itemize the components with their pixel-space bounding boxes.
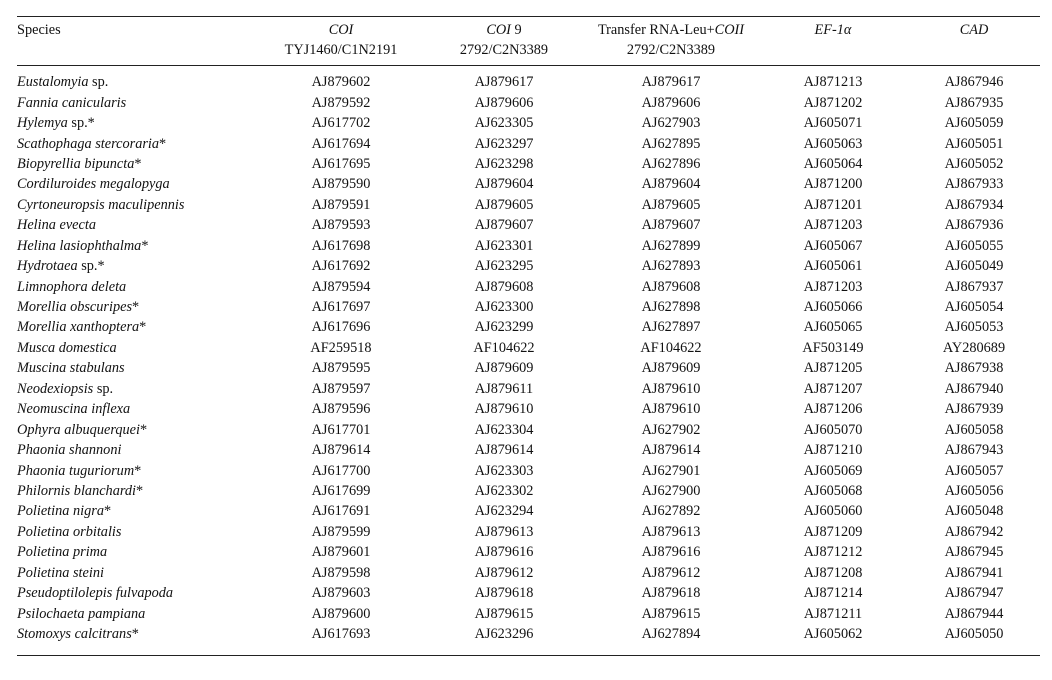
cell-trna-coii: AJ879605 [641,196,701,213]
cell-cad: AY280689 [942,339,1006,356]
cell-coi: AJ617698 [311,237,371,254]
cell-coi: AJ617695 [311,155,371,172]
cell-coi: AJ617699 [311,482,371,499]
cell-trna-coii: AJ627892 [641,503,701,520]
cell-coi: AJ879598 [311,564,371,581]
table-row [17,583,1040,603]
table-row [17,399,1040,419]
header-trna-primer: 2792/C2N3389 [626,42,716,58]
cell-species [17,419,258,439]
cell-coi: AJ617697 [311,299,371,316]
cell-coi: AJ879591 [311,196,371,213]
cell-trna-coii: AJ627898 [641,299,701,316]
cell-cad: AJ867937 [944,278,1004,295]
table-row [17,481,1040,501]
table-row [17,501,1040,521]
cell-coi: AJ879594 [311,278,371,295]
table-row [17,236,1040,256]
cell-cad: AJ867935 [944,94,1004,111]
cell-cad: AJ867943 [944,442,1004,459]
cell-species [17,113,258,133]
species-name: Pseudoptilolepis fulvapoda [17,585,174,602]
cell-coi9: AJ879615 [474,605,534,622]
cell-cad: AJ867942 [944,523,1004,540]
cell-trna-coii: AJ879617 [641,74,701,91]
cell-coi9: AJ879612 [474,564,534,581]
cell-coi9: AJ879609 [474,360,534,377]
cell-trna-coii: AJ879610 [641,380,701,397]
cell-ef1a: AJ605063 [803,135,863,152]
cell-species [17,236,258,256]
table-row [17,419,1040,439]
table-bottom-rule [17,655,1040,656]
cell-trna-coii: AJ627894 [641,626,701,643]
cell-trna-coii: AJ627896 [641,155,701,172]
cell-trna-coii: AJ627902 [641,421,701,438]
cell-coi: AJ879596 [311,401,371,418]
cell-coi: AJ617693 [311,626,371,643]
header-trna-coii [584,20,758,60]
cell-cad: AJ867945 [944,544,1004,561]
species-suffix: sp.* [67,115,95,132]
cell-cad: AJ605058 [944,421,1004,438]
species-name: Hydrotaea [17,258,78,275]
header-coi9-primer: 2792/C2N3389 [459,42,549,58]
cell-trna-coii: AJ627901 [641,462,701,479]
species-name: Hylemya [17,115,68,132]
header-coi9-suffix: 9 [510,22,522,38]
cell-coi9: AJ623298 [474,155,534,172]
table-header-rule [17,65,1040,66]
species-name: Limnophora deleta [17,278,127,295]
cell-trna-coii: AJ627900 [641,482,701,499]
cell-species [17,276,258,296]
cell-species [17,174,258,194]
species-suffix: * [131,626,139,643]
header-species: Species [17,22,61,38]
table-top-rule [17,16,1040,17]
cell-ef1a: AJ605068 [803,482,863,499]
header-row [17,20,1040,60]
species-suffix: sp.* [77,258,105,275]
cell-cad: AJ867941 [944,564,1004,581]
species-name: Helina lasiophthalma [17,237,142,254]
cell-coi9: AJ623296 [474,626,534,643]
header-coi [258,20,424,60]
cell-trna-coii: AJ627903 [641,115,701,132]
table-body [17,72,1040,644]
cell-coi9: AJ879611 [474,380,534,397]
cell-cad: AJ867939 [944,401,1004,418]
table-row [17,72,1040,92]
cell-cad: AJ605059 [944,115,1004,132]
cell-cad: AJ605052 [944,155,1004,172]
table-row [17,338,1040,358]
cell-coi: AJ879603 [311,585,371,602]
cell-coi: AJ617692 [311,258,371,275]
species-suffix: * [141,237,149,254]
cell-species [17,338,258,358]
cell-species [17,522,258,542]
species-suffix: * [103,503,112,520]
cell-species [17,624,258,644]
cell-coi: AJ879593 [311,217,371,234]
cell-coi: AJ879602 [311,74,371,91]
table-row [17,276,1040,296]
cell-species [17,317,258,337]
species-name: Polietina steini [17,564,104,581]
cell-ef1a: AJ871206 [803,401,863,418]
cell-cad: AJ605048 [944,503,1004,520]
cell-coi: AJ879599 [311,523,371,540]
table-row [17,297,1040,317]
cell-coi: AJ617696 [311,319,371,336]
cell-coi9: AJ623300 [474,299,534,316]
cell-ef1a: AF503149 [802,339,864,356]
cell-coi9: AJ879616 [474,544,534,561]
cell-ef1a: AJ871203 [803,217,863,234]
table-row [17,522,1040,542]
cell-coi: AJ617702 [311,115,371,132]
cell-coi9: AJ623305 [474,115,534,132]
cell-ef1a: AJ871201 [803,196,863,213]
species-name: Muscina stabulans [17,360,125,377]
cell-ef1a: AJ871212 [803,544,863,561]
cell-species [17,501,258,521]
cell-coi9: AJ623303 [474,462,534,479]
table-row [17,379,1040,399]
cell-coi9: AJ879607 [474,217,534,234]
cell-ef1a: AJ871213 [803,74,863,91]
species-name: Neodexiopsis [17,380,94,397]
cell-species [17,542,258,562]
table-row [17,358,1040,378]
table-row [17,133,1040,153]
species-suffix: * [134,462,142,479]
cell-coi9: AJ623297 [474,135,534,152]
header-ef1a-gene: EF-1α [814,22,852,38]
table-row [17,440,1040,460]
header-coi-primer: TYJ1460/C1N2191 [284,42,398,58]
table-header [17,20,1040,60]
cell-ef1a: AJ605070 [803,421,863,438]
header-coi9-gene: COI [486,22,511,38]
table-row [17,92,1040,112]
cell-species [17,440,258,460]
species-suffix: * [139,421,148,438]
header-ef1a [758,20,908,60]
cell-cad: AJ867946 [944,74,1004,91]
cell-species [17,481,258,501]
cell-coi: AJ617701 [311,421,371,438]
cell-species [17,195,258,215]
cell-coi9: AJ623295 [474,258,534,275]
cell-trna-coii: AJ879606 [641,94,701,111]
species-name: Neomuscina inflexa [17,401,131,418]
table-row [17,154,1040,174]
cell-trna-coii: AJ627899 [641,237,701,254]
table-row [17,174,1040,194]
species-name: Stomoxys calcitrans [17,626,132,643]
cell-coi9: AJ879604 [474,176,534,193]
species-name: Polietina orbitalis [17,523,122,540]
cell-ef1a: AJ605069 [803,462,863,479]
cell-trna-coii: AJ879607 [641,217,701,234]
cell-coi: AJ879592 [311,94,371,111]
species-name: Cyrtoneuropsis maculipennis [17,196,185,213]
species-name: Musca domestica [17,339,117,356]
cell-coi: AJ879600 [311,605,371,622]
cell-cad: AJ867938 [944,360,1004,377]
cell-coi9: AJ879608 [474,278,534,295]
header-trna-gene: COII [714,22,745,38]
cell-coi9: AJ879614 [474,442,534,459]
cell-coi9: AJ623301 [474,237,534,254]
cell-ef1a: AJ605064 [803,155,863,172]
species-suffix: sp. [88,74,109,91]
cell-cad: AJ867934 [944,196,1004,213]
cell-cad: AJ605055 [944,237,1004,254]
cell-cad: AJ605051 [944,135,1004,152]
species-suffix: * [134,155,142,172]
cell-coi: AJ617694 [311,135,371,152]
species-suffix: * [132,299,140,316]
cell-ef1a: AJ871205 [803,360,863,377]
cell-coi9: AJ879606 [474,94,534,111]
species-name: Philornis blanchardi [17,482,137,499]
species-suffix: * [136,482,144,499]
table-row [17,624,1040,644]
cell-trna-coii: AJ879610 [641,401,701,418]
species-name: Eustalomyia [17,74,89,91]
cell-species [17,215,258,235]
table-row [17,113,1040,133]
table-row [17,542,1040,562]
cell-ef1a: AJ871211 [803,605,863,622]
cell-ef1a: AJ871210 [803,442,863,459]
cell-ef1a: AJ871200 [803,176,863,193]
species-name: Ophyra albuquerquei [17,421,140,438]
cell-ef1a: AJ871208 [803,564,863,581]
species-name: Biopyrellia bipuncta [17,155,135,172]
cell-trna-coii: AJ879609 [641,360,701,377]
species-name: Polietina prima [17,544,108,561]
cell-coi: AJ879601 [311,544,371,561]
species-name: Morellia xanthoptera [17,319,140,336]
cell-cad: AJ605054 [944,299,1004,316]
cell-coi9: AJ879618 [474,585,534,602]
header-trna-prefix: Transfer RNA-Leu+ [597,22,715,38]
cell-coi9: AJ879610 [474,401,534,418]
species-name: Scathophaga stercoraria [17,135,160,152]
cell-coi9: AJ623302 [474,482,534,499]
cell-ef1a: AJ605067 [803,237,863,254]
header-cad-gene: CAD [959,22,989,38]
cell-ef1a: AJ605065 [803,319,863,336]
cell-trna-coii: AF104622 [640,339,702,356]
table-row [17,317,1040,337]
header-coi-gene: COI [328,22,354,38]
cell-ef1a: AJ871209 [803,523,863,540]
cell-ef1a: AJ871207 [803,380,863,397]
cell-species [17,460,258,480]
cell-coi9: AJ623294 [474,503,534,520]
cell-trna-coii: AJ879604 [641,176,701,193]
cell-ef1a: AJ605061 [803,258,863,275]
table-row [17,215,1040,235]
cell-trna-coii: AJ627895 [641,135,701,152]
cell-trna-coii: AJ879615 [641,605,701,622]
species-suffix: * [139,319,147,336]
cell-species [17,72,258,92]
cell-ef1a: AJ871214 [803,585,863,602]
cell-cad: AJ867944 [944,605,1004,622]
cell-coi: AJ879614 [311,442,371,459]
cell-cad: AJ605050 [944,626,1004,643]
cell-cad: AJ867933 [944,176,1004,193]
cell-cad: AJ867936 [944,217,1004,234]
species-suffix: * [159,135,167,152]
cell-trna-coii: AJ879614 [641,442,701,459]
table-row [17,460,1040,480]
species-name: Polietina nigra [17,503,104,520]
cell-species [17,399,258,419]
header-coi9 [424,20,584,60]
table-row [17,256,1040,276]
species-name: Morellia obscuripes [17,299,133,316]
table-row [17,195,1040,215]
cell-species [17,379,258,399]
cell-ef1a: AJ605060 [803,503,863,520]
cell-cad: AJ605056 [944,482,1004,499]
cell-species [17,297,258,317]
cell-cad: AJ605057 [944,462,1004,479]
cell-coi9: AJ879613 [474,523,534,540]
species-name: Psilochaeta pampiana [17,605,146,622]
table-row [17,563,1040,583]
cell-coi: AJ879590 [311,176,371,193]
cell-coi9: AJ623304 [474,421,534,438]
cell-ef1a: AJ605062 [803,626,863,643]
cell-trna-coii: AJ879618 [641,585,701,602]
species-name: Fannia canicularis [17,94,127,111]
cell-coi: AJ617691 [311,503,371,520]
cell-species [17,563,258,583]
cell-cad: AJ867947 [944,585,1004,602]
species-name: Phaonia tuguriorum [17,462,135,479]
table-row [17,603,1040,623]
cell-coi: AJ879597 [311,380,371,397]
cell-species [17,256,258,276]
cell-coi: AJ879595 [311,360,371,377]
cell-cad: AJ605049 [944,258,1004,275]
header-cad [908,20,1040,60]
cell-cad: AJ867940 [944,380,1004,397]
cell-trna-coii: AJ627897 [641,319,701,336]
cell-species [17,583,258,603]
cell-ef1a: AJ605071 [803,115,863,132]
cell-coi9: AJ623299 [474,319,534,336]
cell-trna-coii: AJ879612 [641,564,701,581]
cell-species [17,92,258,112]
cell-species [17,358,258,378]
cell-ef1a: AJ871202 [803,94,863,111]
species-name: Cordiluroides megalopyga [17,176,170,193]
cell-cad: AJ605053 [944,319,1004,336]
species-suffix: sp. [93,380,114,397]
cell-trna-coii: AJ879613 [641,523,701,540]
cell-trna-coii: AJ879608 [641,278,701,295]
cell-species [17,603,258,623]
species-name: Phaonia shannoni [17,442,122,459]
cell-ef1a: AJ871203 [803,278,863,295]
cell-coi9: AJ879617 [474,74,534,91]
cell-species [17,133,258,153]
cell-coi9: AF104622 [473,339,535,356]
cell-trna-coii: AJ879616 [641,544,701,561]
species-name: Helina evecta [17,217,96,234]
cell-trna-coii: AJ627893 [641,258,701,275]
cell-species [17,154,258,174]
cell-coi: AF259518 [310,339,372,356]
cell-ef1a: AJ605066 [803,299,863,316]
cell-coi9: AJ879605 [474,196,534,213]
cell-coi: AJ617700 [311,462,371,479]
